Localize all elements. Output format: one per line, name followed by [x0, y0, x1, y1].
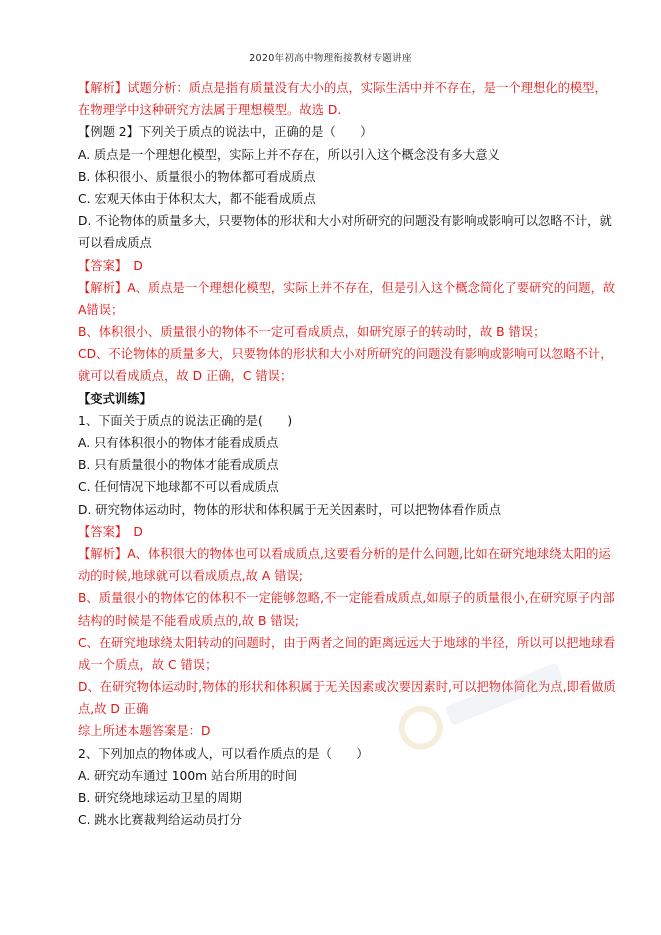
text-line: 【解析】A、质点是一个理想化模型，实际上并不存在，但是引入这个概念简化了要研究的问题，故 — [78, 280, 616, 295]
text-line: 【变式训练】 — [78, 391, 152, 406]
text-line: CD、不论物体的质量多大，只要物体的形状和大小对所研究的问题没有影响或影响可以忽略不计， — [78, 347, 613, 362]
text-line: 可以看成质点 — [78, 236, 152, 251]
text-line: B. 体积很小、质量很小的物体都可看成质点 — [78, 169, 316, 184]
text-line: 【答案】 D — [78, 524, 143, 539]
text-line: 结构的时候是不能看成质点的,故 B 错误; — [78, 613, 300, 628]
text-line: 动的时候,地球就可以看成质点,故 A 错误; — [78, 569, 303, 584]
text-line: 在物理学中这种研究方法属于理想模型。故选 D. — [78, 103, 342, 118]
text-line: D. 研究物体运动时，物体的形状和体积属于无关因素时，可以把物体看作质点 — [78, 502, 502, 517]
text-line: 成一个质点，故 C 错误； — [78, 657, 218, 672]
text-line: 就可以看成质点，故 D 正确，C 错误； — [78, 369, 293, 384]
text-line: 【解析】A、体积很大的物体也可以看成质点,这要看分析的是什么问题,比如在研究地球绕太阳的运 — [78, 546, 611, 561]
text-line: 2、下列加点的物体或人，可以看作质点的是（ ） — [78, 746, 369, 761]
text-line: C. 跳水比赛裁判给运动员打分 — [78, 813, 242, 828]
text-line: C. 任何情况下地球都不可以看成质点 — [78, 480, 279, 495]
text-line: B、体积很小、质量很小的物体不一定可看成质点，如研究原子的转动时，故 B 错误； — [78, 325, 546, 340]
text-line: A错误； — [78, 302, 124, 317]
text-line: A. 质点是一个理想化模型，实际上并不存在，所以引入这个概念没有多大意义 — [78, 147, 500, 162]
document-body — [78, 77, 616, 831]
text-line: 【解析】试题分析：质点是指有质量没有大小的点，实际生活中并不存在，是一个理想化的模型， — [78, 81, 607, 95]
page-header: 2020年初高中物理衔接教材专题讲座 — [249, 53, 412, 64]
text-line: B、质量很小的物体它的体积不一定能够忽略,不一定能看成质点,如原子的质量很小,在研究原子内部 — [78, 591, 615, 606]
text-line: 【例题 2】下列关于质点的说法中，正确的是（ ） — [78, 125, 373, 140]
text-line: 点,故 D 正确 — [78, 702, 149, 717]
text-line: 【答案】 D — [78, 258, 143, 273]
text-line: C、在研究地球绕太阳转动的问题时，由于两者之间的距离远远大于地球的半径，所以可以把地球看 — [78, 635, 616, 650]
text-line: 1、下面关于质点的说法正确的是( ) — [78, 413, 293, 428]
text-line: B. 只有质量很小的物体才能看成质点 — [78, 458, 279, 473]
text-line: A. 研究动车通过 100m 站台所用的时间 — [78, 768, 298, 783]
text-line: 综上所述本题答案是：D — [78, 724, 211, 739]
text-line: C. 宏观天体由于体积太大，都不能看成质点 — [78, 191, 316, 206]
text-line: D、在研究物体运动时,物体的形状和体积属于无关因素或次要因素时,可以把物体简化为点,即看做质 — [78, 680, 616, 695]
text-line: B. 研究绕地球运动卫星的周期 — [78, 791, 242, 805]
text-line: A. 只有体积很小的物体才能看成质点 — [78, 436, 279, 450]
text-line: D. 不论物体的质量多大，只要物体的形状和大小对所研究的问题没有影响或影响可以忽略不计，就 — [78, 214, 612, 229]
